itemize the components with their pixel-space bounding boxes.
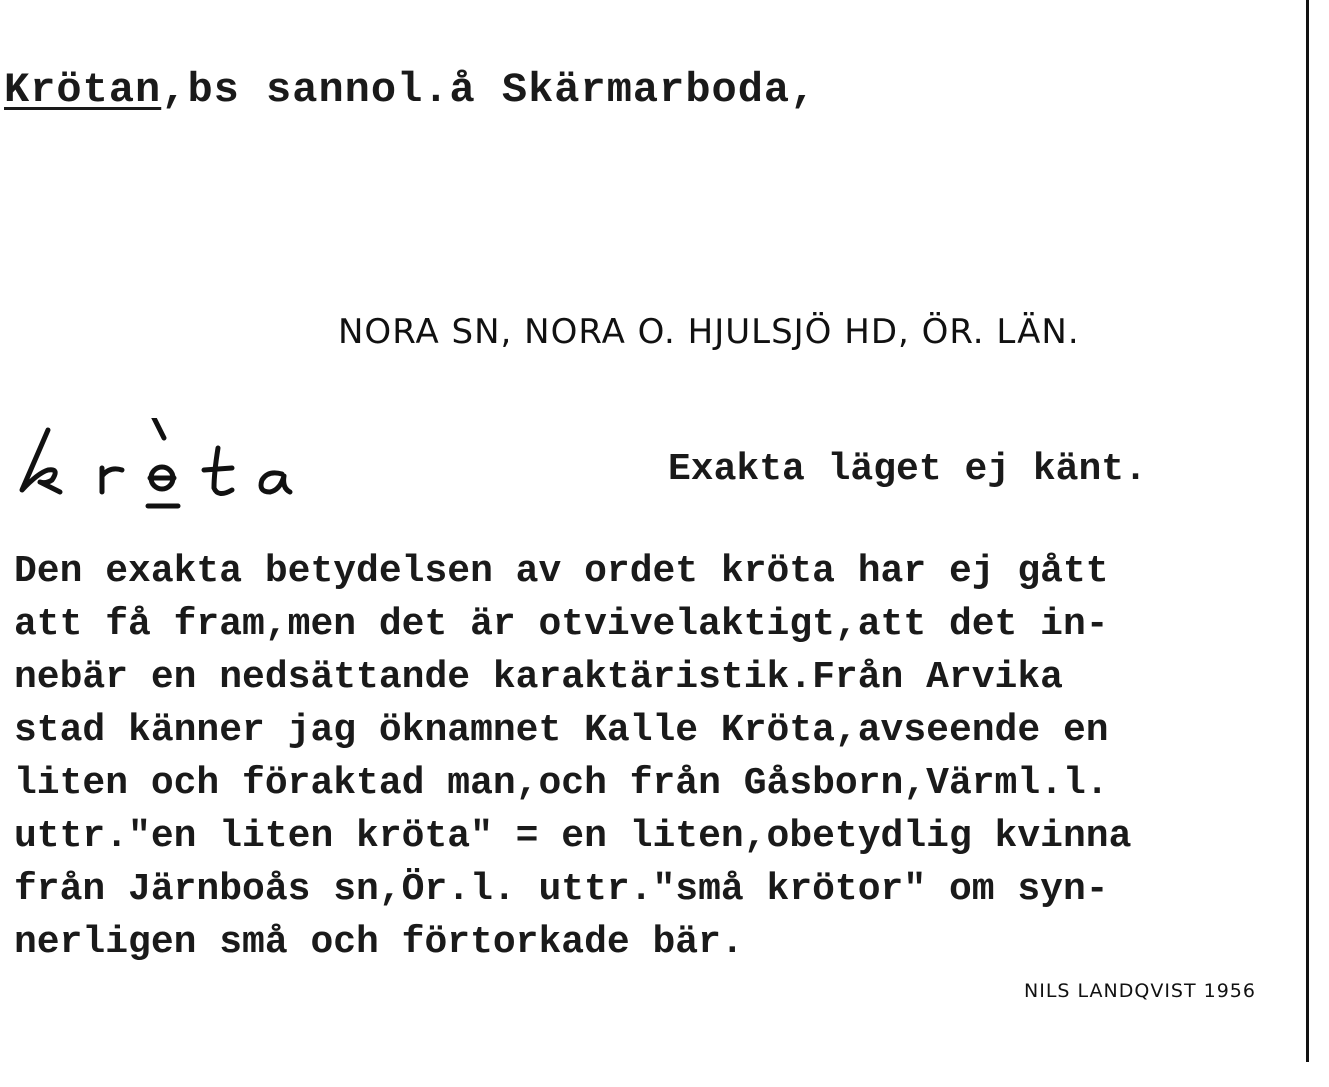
body-line: stad känner jag öknamnet Kalle Kröta,avseende en	[14, 709, 1109, 752]
body-line: liten och föraktad man,och från Gåsborn,Värml.l.	[14, 762, 1109, 805]
card-body	[14, 545, 1131, 969]
location-stamp: NORA SN, NORA O. HJULSJÖ HD, ÖR. LÄN.	[338, 312, 1080, 352]
location-status: Exakta läget ej känt.	[668, 448, 1147, 491]
card-edge-line	[1306, 0, 1309, 1062]
body-line: uttr."en liten kröta" = en liten,obetydlig kvinna	[14, 815, 1132, 858]
headword-line	[4, 66, 816, 114]
body-line: att få fram,men det är otvivelaktigt,att det in-	[14, 603, 1109, 646]
signature-stamp: NILS LANDQVIST 1956	[1024, 980, 1256, 1002]
body-line: nebär en nedsättande karaktäristik.Från Arvika	[14, 656, 1063, 699]
handwritten-dialect-form	[18, 418, 338, 528]
headword-description: ,bs sannol.å Skärmarboda,	[161, 66, 817, 114]
body-line: från Järnboås sn,Ör.l. uttr."små krötor" om syn-	[14, 868, 1109, 911]
body-line: Den exakta betydelsen av ordet kröta har ej gått	[14, 550, 1109, 593]
body-line: nerligen små och förtorkade bär.	[14, 921, 744, 964]
headword: Krötan	[4, 66, 162, 114]
